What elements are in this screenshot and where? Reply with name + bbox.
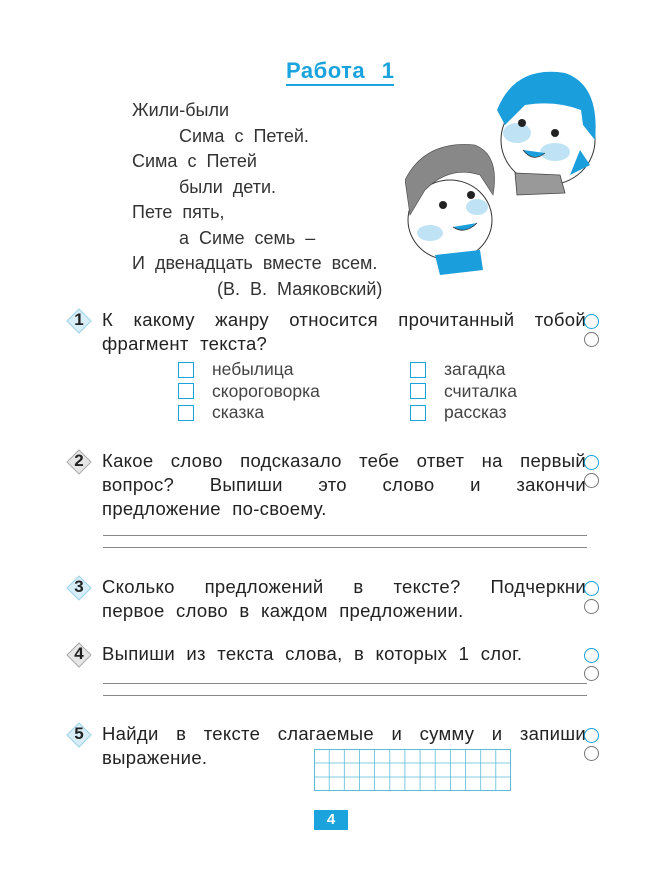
answer-line[interactable] (103, 547, 587, 548)
checkbox[interactable] (410, 362, 426, 378)
task-number: 1 (74, 310, 84, 329)
checkbox[interactable] (410, 405, 426, 421)
poem (132, 98, 382, 302)
option[interactable] (178, 402, 320, 424)
option-label: считалка (444, 380, 517, 401)
task-number-marker (66, 449, 92, 475)
score-circles (584, 581, 602, 617)
checkbox[interactable] (178, 362, 194, 378)
checkbox[interactable] (178, 405, 194, 421)
poem-line: были дети. (179, 176, 277, 197)
checkbox[interactable] (410, 383, 426, 399)
score-circle-grey[interactable] (584, 599, 599, 614)
page-title: Работа 1 (286, 58, 394, 86)
score-circle-blue[interactable] (584, 314, 599, 329)
answer-line[interactable] (103, 695, 587, 696)
task-number-marker (66, 308, 92, 334)
poem-author: (В. В. Маяковский) (217, 278, 383, 299)
option[interactable] (178, 381, 320, 403)
task-number: 3 (74, 577, 84, 596)
score-circles (584, 648, 602, 684)
task-number-marker (66, 642, 92, 668)
option[interactable] (178, 359, 320, 381)
options-left (178, 359, 320, 424)
option-label: рассказ (444, 402, 507, 422)
poem-line: Пете пять, (132, 202, 225, 222)
option-label: сказка (212, 402, 265, 422)
score-circle-blue[interactable] (584, 728, 599, 743)
score-circles (584, 728, 602, 764)
score-circles (584, 455, 602, 491)
option[interactable] (410, 381, 517, 403)
task-question: Найди в тексте слагаемые и сумму и запиши выражение. (102, 723, 586, 768)
score-circles (584, 314, 602, 350)
score-circle-blue[interactable] (584, 648, 599, 663)
task-question: К какому жанру относится прочитанный тобой фрагмент текста? (102, 309, 586, 354)
task-question: Какое слово подсказало тебе ответ на первый вопрос? Выпиши это слово и закончи предложение по-своему. (102, 450, 586, 519)
answer-line[interactable] (103, 683, 587, 684)
poem-line: Жили-были (132, 100, 230, 120)
score-circle-grey[interactable] (584, 666, 599, 681)
task-question: Сколько предложений в тексте? Подчеркни первое слово в каждом предложении. (102, 576, 586, 621)
option-label: небылица (212, 359, 294, 379)
option-label: скороговорка (212, 380, 320, 401)
task-number: 2 (74, 451, 84, 470)
answer-grid[interactable] (314, 749, 511, 791)
score-circle-grey[interactable] (584, 332, 599, 347)
checkbox[interactable] (178, 383, 194, 399)
task-number: 4 (74, 644, 84, 663)
option-label: загадка (444, 359, 506, 379)
option[interactable] (410, 359, 517, 381)
task-number: 5 (74, 724, 84, 743)
task-number-marker (66, 722, 92, 748)
option[interactable] (410, 402, 517, 424)
score-circle-blue[interactable] (584, 455, 599, 470)
task-number-marker (66, 575, 92, 601)
poem-line: а Симе семь – (179, 227, 316, 248)
score-circle-grey[interactable] (584, 473, 599, 488)
answer-line[interactable] (103, 535, 587, 536)
two-boys-illustration (405, 55, 605, 295)
score-circle-blue[interactable] (584, 581, 599, 596)
poem-line: Сима с Петей. (179, 125, 309, 146)
score-circle-grey[interactable] (584, 746, 599, 761)
page-number: 4 (314, 810, 348, 830)
task-question: Выпиши из текста слова, в которых 1 слог. (102, 643, 523, 664)
poem-line: И двенадцать вместе всем. (132, 253, 378, 273)
options-right (410, 359, 517, 424)
poem-line: Сима с Петей (132, 151, 257, 171)
